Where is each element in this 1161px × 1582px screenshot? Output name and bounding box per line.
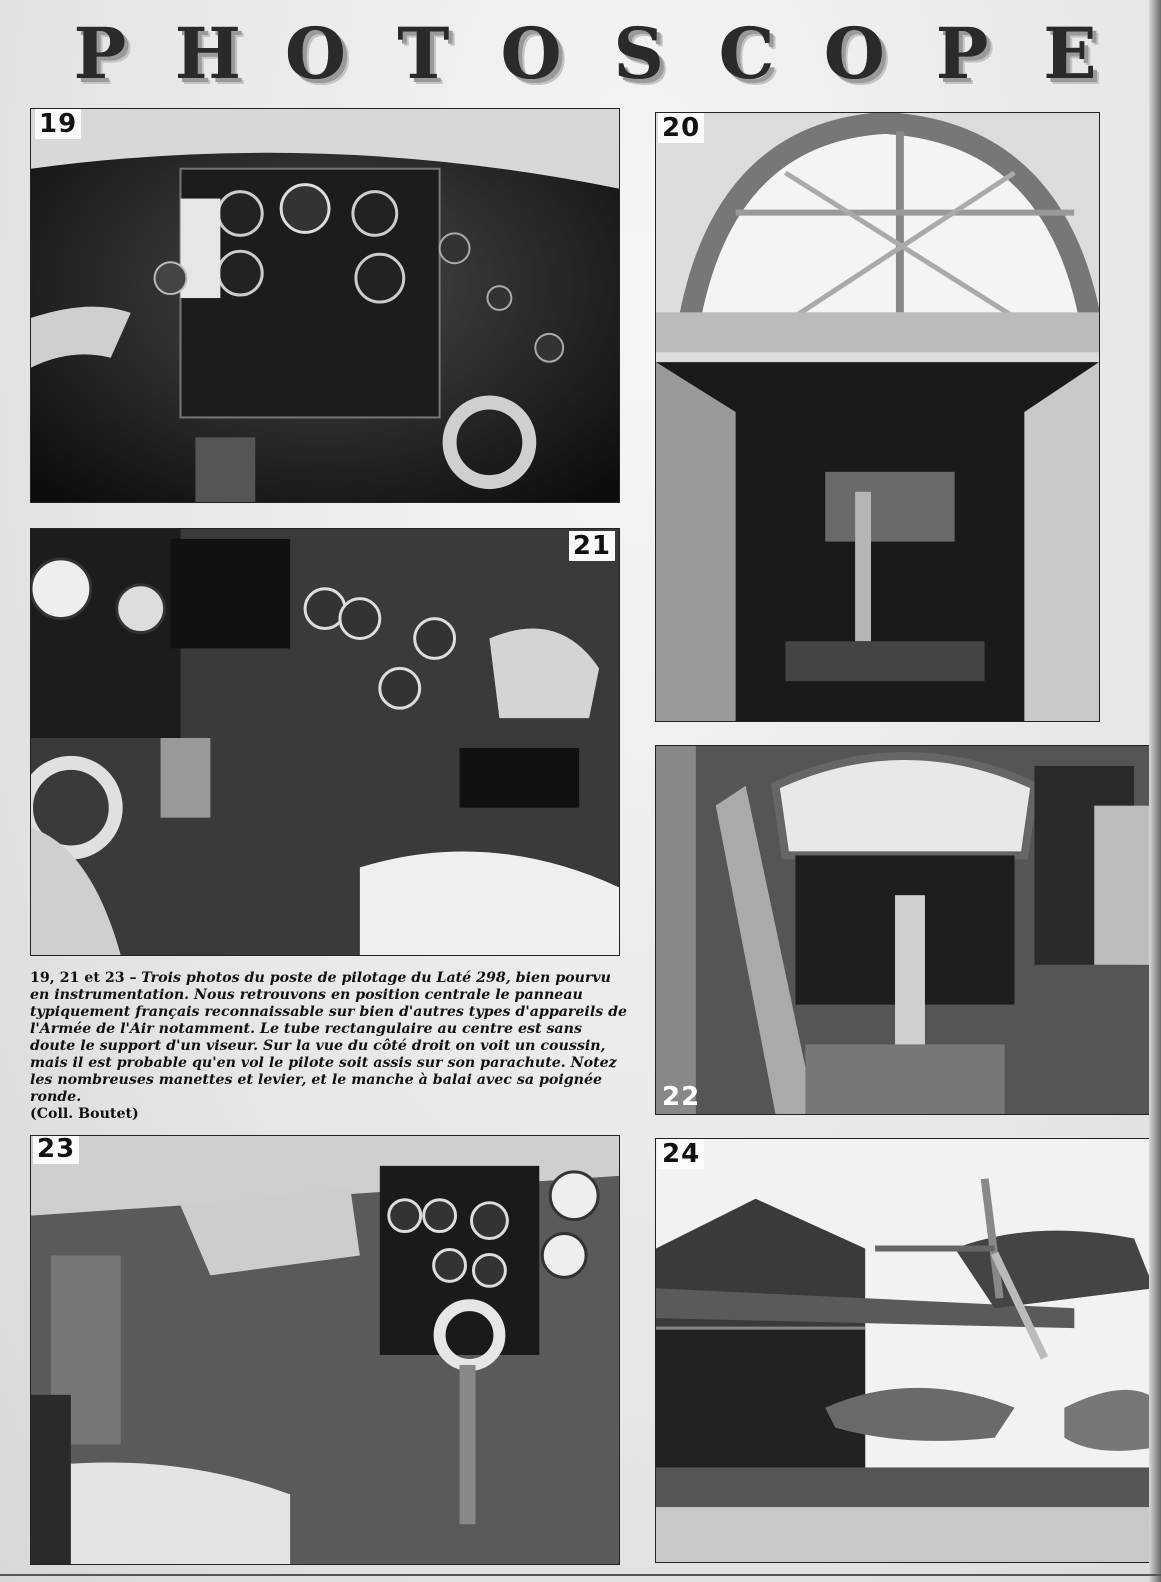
photo-cockpit-panel [30,108,620,503]
cockpit-right-photo-image [31,529,619,955]
header-letter: H [168,14,248,94]
cockpit-photo-image [31,109,619,502]
photo-fuselage-interior [655,745,1155,1115]
header-letter: C [707,14,787,94]
header-letter: T [383,14,463,94]
photo-seaplane-hangar [655,1138,1155,1563]
header-letter: O [814,14,894,94]
fuselage-photo-image [656,746,1154,1114]
seaplane-photo-image [656,1139,1154,1562]
header-letter: P [922,14,1002,94]
header-letter: S [599,14,679,94]
cockpit-left-photo-image [31,1136,619,1564]
header-letter: P [60,14,140,94]
photo-number: 20 [658,113,704,143]
photo-credit: (Coll. Boutet) [30,1106,139,1122]
caption-text: Trois photos du poste de pilotage du Laté 298, bien pourvu en instrumentation. Nous retrouvons en position centrale le panneau typiquement français reconnaissable sur bien d'autres types d'appareils de l'Armée de l'Air notamment. Le tube rectangulaire au centre est sans doute le support d'un viseur. Sur la vue du côté droit on voit un coussin, mais il est probable qu'en vol le pilote soit assis sur son parachute. Notez les nombreuses manettes et levier, et le manche à balai avec sa poignée ronde. [30,970,628,1105]
page-edge-shadow [1149,0,1161,1582]
header-letter: O [491,14,571,94]
photo-canopy-interior [655,112,1100,722]
canopy-photo-image [656,113,1099,721]
photo-number: 21 [569,531,615,561]
photo-number: 19 [35,109,81,139]
photoscope-header [60,8,1110,100]
caption-lead: 19, 21 et 23 – [30,970,137,986]
photo-number: 24 [658,1139,704,1169]
photo-cockpit-left-side [30,1135,620,1565]
bottom-rule [0,1574,1161,1576]
photo-number: 22 [662,1082,701,1112]
header-letter: E [1030,14,1110,94]
photo-number: 23 [33,1135,79,1164]
header-letter: O [276,14,356,94]
photo-cockpit-right-side [30,528,620,956]
photo-caption [30,970,630,1123]
